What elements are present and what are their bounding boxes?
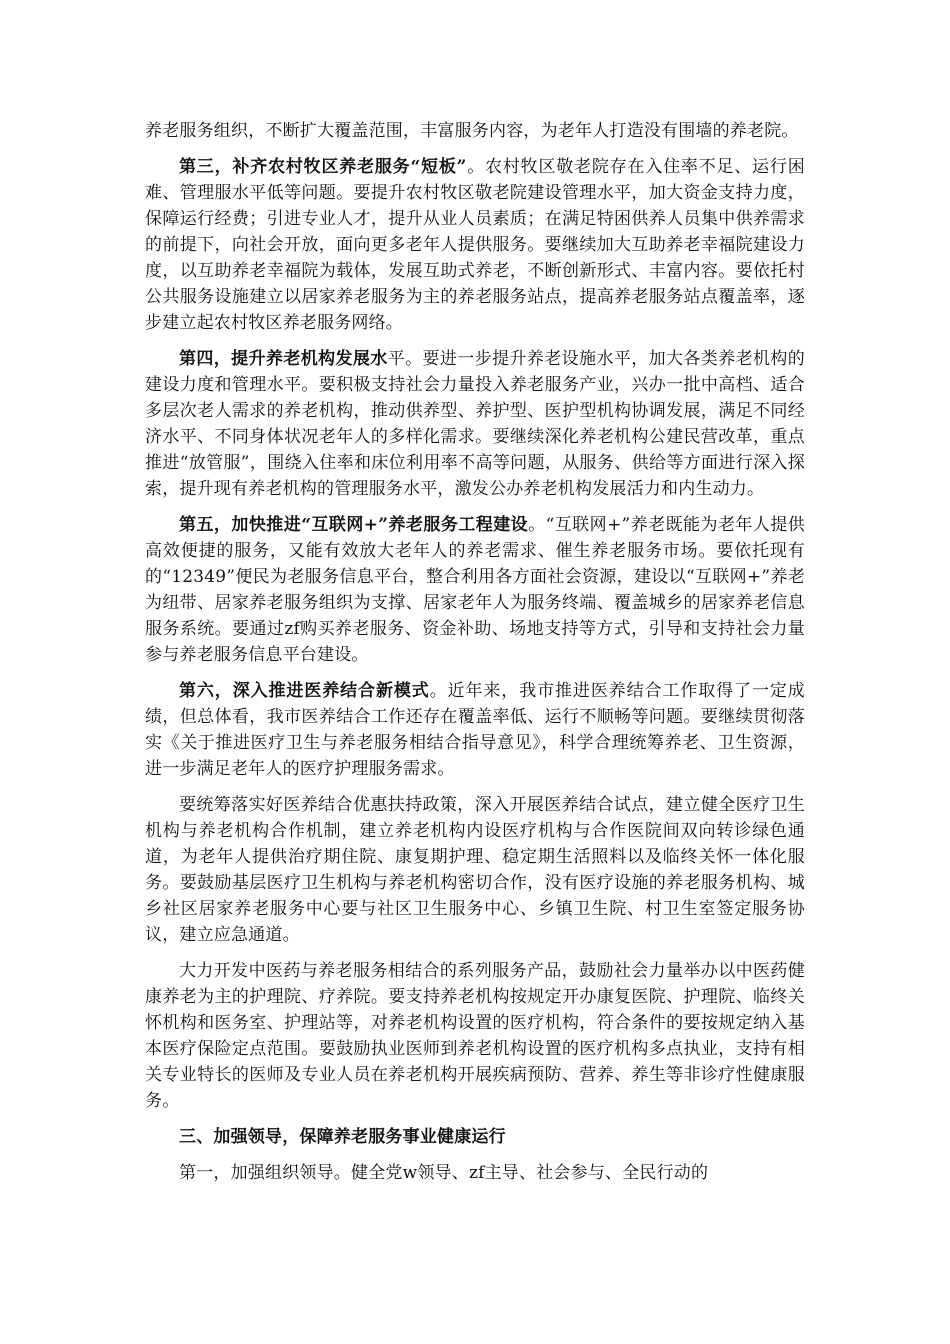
paragraph-sixth-point xyxy=(145,678,805,782)
paragraph-lead: 第五，加快推进“互联网+”养老服务工程建设 xyxy=(179,515,529,535)
document-page xyxy=(145,118,805,1196)
paragraph-text: 。近年来，我市推进医养结合工作取得了一定成绩，但总体看，我市医养结合工作还存在覆盖率低、运行不顺畅等问题。要继续贯彻落实《关于推进医疗卫生与养老服务相结合指导意见》，科学合理统筹养老、卫生资源，进一步满足老年人的医疗护理服务需求。 xyxy=(145,681,805,779)
paragraph-lead: 第六，深入推进医养结合新模式 xyxy=(179,681,430,701)
paragraph-fifth-point xyxy=(145,512,805,668)
paragraph-text: 。农村牧区敬老院存在入住率不足、运行困难、管理服水平低等问题。要提升农村牧区敬老院建设管理水平，加大资金支持力度，保障运行经费；引进专业人才，提升从业人员素质；在满足特困供养人员集中供养需求的前提下，向社会开放，面向更多老年人提供服务。要继续加大互助养老幸福院建设力度，以互助养老幸福院为载体，发展互助式养老，不断创新形式、丰富内容。要依托村公共服务设施建立以居家养老服务为主的养老服务站点，提高养老服务站点覆盖率，逐步建立起农村牧区养老服务网络。 xyxy=(145,157,805,333)
paragraph-medical-policy xyxy=(145,792,805,948)
paragraph-tcm-services xyxy=(145,958,805,1114)
paragraph-text: 大力开发中医药与养老服务相结合的系列服务产品，鼓励社会力量举办以中医药健康养老为主的护理院、疗养院。要支持养老机构按规定开办康复医院、护理院、临终关怀机构和医务室、护理站等，对养老机构设置的医疗机构，符合条件的要按规定纳入基本医疗保险定点范围。要鼓励执业医师到养老机构设置的医疗机构多点执业，支持有相关专业特长的医师及专业人员在养老机构开展疾病预防、营养、养生等非诊疗性健康服务。 xyxy=(145,961,805,1111)
paragraph-continuation xyxy=(145,118,805,144)
section-heading xyxy=(145,1124,805,1150)
paragraph-text: 平。要进一步提升养老设施水平，加大各类养老机构的建设力度和管理水平。要积极支持社会力量投入养老服务产业，兴办一批中高档、适合多层次老人需求的养老机构，推动供养型、养护型、医护型机构协调发展，满足不同经济水平、不同身体状况老年人的多样化需求。要继续深化养老机构公建民营改革，重点推进“放管服”，围绕入住率和床位利用率不高等问题，从服务、供给等方面进行深入探索，提升现有养老机构的管理服务水平，激发公办养老机构发展活力和内生动力。 xyxy=(145,349,805,499)
paragraph-fourth-point xyxy=(145,346,805,502)
heading-text: 三、加强领导，保障养老服务事业健康运行 xyxy=(179,1127,506,1147)
paragraph-lead: 第四，提升养老机构发展水 xyxy=(179,349,388,369)
paragraph-text: 要统筹落实好医养结合优惠扶持政策，深入开展医养结合试点，建立健全医疗卫生机构与养老机构合作机制，建立养老机构内设医疗机构与合作医院间双向转诊绿色通道，为老年人提供治疗期住院、康复期护理、稳定期生活照料以及临终关怀一体化服务。要鼓励基层医疗卫生机构与养老机构密切合作，没有医疗设施的养老服务机构、城乡社区居家养老服务中心要与社区卫生服务中心、乡镇卫生院、村卫生室签定服务协议，建立应急通道。 xyxy=(145,795,805,945)
paragraph-third-point xyxy=(145,154,805,336)
paragraph-organization xyxy=(145,1160,805,1186)
paragraph-lead: 第三，补齐农村牧区养老服务“短板” xyxy=(179,157,467,177)
paragraph-text: 养老服务组织，不断扩大覆盖范围，丰富服务内容，为老年人打造没有围墙的养老院。 xyxy=(145,121,799,141)
paragraph-text: 。“互联网+”养老既能为老年人提供高效便捷的服务，又能有效放大老年人的养老需求、催生养老服务市场。要依托现有的“12349”便民为老服务信息平台，整合利用各方面社会资源，建设以“互联网+”养老为纽带、居家养老服务组织为支撑、居家老年人为服务终端、覆盖城乡的居家养老信息服务系统。要通过zf购买养老服务、资金补助、场地支持等方式，引导和支持社会力量参与养老服务信息平台建设。 xyxy=(145,515,805,665)
paragraph-text: 第一，加强组织领导。健全党w领导、zf主导、社会参与、全民行动的 xyxy=(179,1163,709,1183)
